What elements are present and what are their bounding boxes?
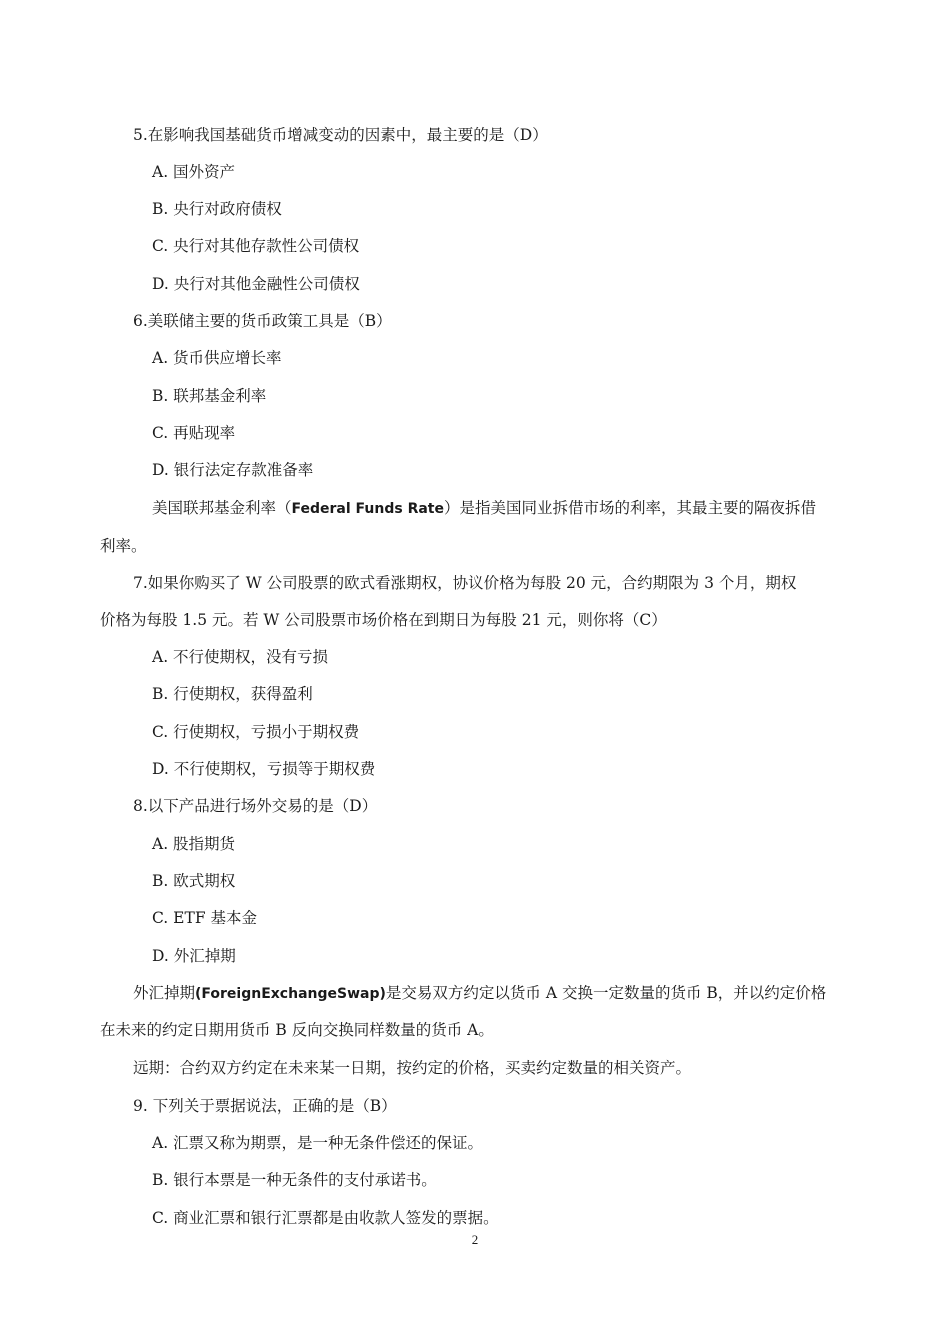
question-7-option-d: D. 不行使期权，亏损等于期权费: [152, 760, 376, 778]
explanation-term: Federal Funds Rate: [291, 501, 444, 517]
question-5-stem: 5.在影响我国基础货币增减变动的因素中，最主要的是（D）: [133, 126, 548, 144]
question-8-explanation: [133, 983, 826, 1004]
question-6-stem: 6.美联储主要的货币政策工具是（B）: [133, 312, 392, 330]
forward-definition: 远期：合约双方约定在未来某一日期，按约定的价格，买卖约定数量的相关资产。: [133, 1059, 692, 1077]
question-8-stem: 8.以下产品进行场外交易的是（D）: [133, 797, 378, 815]
question-9-option-c: C. 商业汇票和银行汇票都是由收款人签发的票据。: [152, 1209, 499, 1227]
question-6-explanation-cont: 利率。: [100, 537, 147, 555]
question-6-option-d: D. 银行法定存款准备率: [152, 461, 314, 479]
question-7-option-c: C. 行使期权，亏损小于期权费: [152, 723, 360, 741]
question-7-option-a: A. 不行使期权，没有亏损: [152, 648, 329, 666]
question-5-option-c: C. 央行对其他存款性公司债权: [152, 237, 360, 255]
question-7-option-b: B. 行使期权，获得盈利: [152, 685, 313, 703]
explanation-suffix: ）是指美国同业拆借市场的利率，其最主要的隔夜拆借: [444, 499, 817, 517]
question-8-option-b: B. 欧式期权: [152, 872, 236, 890]
question-7-stem-line2: 价格为每股 1.5 元。若 W 公司股票市场价格在到期日为每股 21 元，则你将（C）: [100, 611, 667, 629]
question-5-option-b: B. 央行对政府债权: [152, 200, 282, 218]
question-8-option-c: C. ETF 基本金: [152, 909, 257, 927]
question-7-stem-line1: 7.如果你购买了 W 公司股票的欧式看涨期权，协议价格为每股 20 元，合约期限为 3 个月，期权: [133, 574, 797, 592]
explanation-suffix: 是交易双方约定以货币 A 交换一定数量的货币 B，并以约定价格: [385, 984, 827, 1002]
question-5-option-a: A. 国外资产: [152, 163, 236, 181]
explanation-prefix: 外汇掉期: [133, 984, 196, 1002]
question-9-option-b: B. 银行本票是一种无条件的支付承诺书。: [152, 1171, 437, 1189]
question-9-option-a: A. 汇票又称为期票，是一种无条件偿还的保证。: [152, 1134, 484, 1152]
question-9-stem: 9. 下列关于票据说法，正确的是（B）: [133, 1097, 397, 1115]
explanation-prefix: 美国联邦基金利率（: [152, 499, 292, 517]
question-6-option-a: A. 货币供应增长率: [152, 349, 282, 367]
question-8-explanation-cont: 在未来的约定日期用货币 B 反向交换同样数量的货币 A。: [100, 1021, 494, 1039]
explanation-term: (ForeignExchangeSwap): [195, 986, 386, 1002]
question-8-option-a: A. 股指期货: [152, 835, 236, 853]
question-8-option-d: D. 外汇掉期: [152, 947, 236, 965]
question-6-option-c: C. 再贴现率: [152, 424, 236, 442]
page-number: 2: [471, 1232, 479, 1247]
question-5-option-d: D. 央行对其他金融性公司债权: [152, 275, 360, 293]
question-6-explanation: [152, 498, 816, 519]
question-6-option-b: B. 联邦基金利率: [152, 387, 267, 405]
